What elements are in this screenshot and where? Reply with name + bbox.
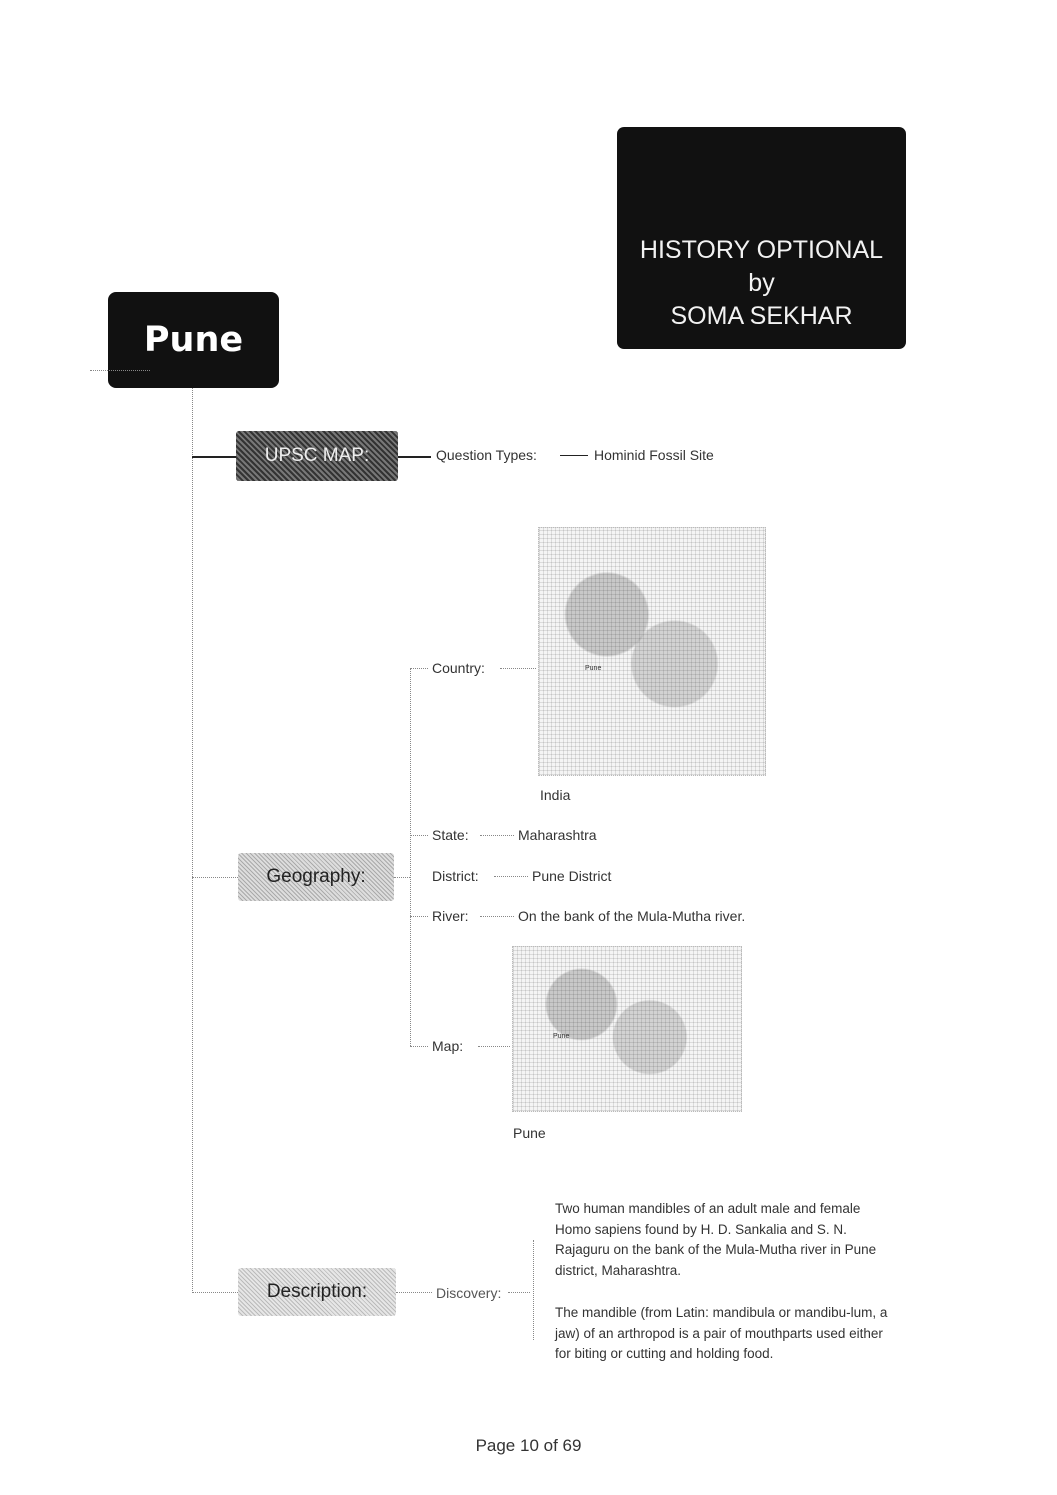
country-to-map-connector xyxy=(500,668,536,669)
map-connector xyxy=(410,1046,428,1047)
state-connector xyxy=(410,835,428,836)
discovery-paragraph-1: Two human mandibles of an adult male and female Homo sapiens found by H. D. Sankalia and S. N. Rajaguru on the bank of the Mula-Mutha river in Pune district, Maharashtra. xyxy=(555,1201,877,1278)
pune-district-map-image xyxy=(512,946,742,1112)
district-value: Pune District xyxy=(532,868,612,884)
branch-upsc-map[interactable]: UPSC MAP: xyxy=(236,431,398,481)
district-label: District: xyxy=(432,868,479,884)
branch-description[interactable]: Description: xyxy=(238,1268,396,1316)
state-label: State: xyxy=(432,827,469,843)
trunk-to-upsc-connector xyxy=(192,456,236,458)
upsc-to-question-connector xyxy=(398,456,431,458)
india-map-image xyxy=(538,527,766,776)
discovery-paragraph-2: The mandible (from Latin: mandibula or mandibu-lum, a jaw) of an arthropod is a pair of mouthparts used either for biting or cutting and holding food. xyxy=(555,1305,888,1362)
river-connector xyxy=(410,916,428,917)
geography-to-children-connector xyxy=(394,877,410,878)
title-banner xyxy=(617,127,906,349)
branch-geography[interactable]: Geography: xyxy=(238,853,394,901)
main-trunk-line xyxy=(192,388,193,1293)
discovery-to-text-connector xyxy=(508,1292,530,1293)
banner-line-3: SOMA SEKHAR xyxy=(670,302,853,330)
banner-line-2: by xyxy=(748,269,775,297)
state-value-connector xyxy=(480,835,514,836)
river-value-connector xyxy=(480,916,514,917)
question-types-connector xyxy=(560,455,588,456)
pune-map-caption: Pune xyxy=(513,1125,546,1141)
discovery-bracket xyxy=(533,1240,534,1340)
map-image-connector xyxy=(478,1046,510,1047)
description-to-discovery-connector xyxy=(396,1292,432,1293)
geography-children-spine xyxy=(410,668,411,1046)
river-value: On the bank of the Mula-Mutha river. xyxy=(518,908,746,924)
map-label: Map: xyxy=(432,1038,464,1054)
india-map-pin: Pune xyxy=(585,665,602,672)
district-value-connector xyxy=(494,876,528,877)
pune-map-pin: Pune xyxy=(553,1033,570,1040)
trunk-to-description-connector xyxy=(192,1292,238,1293)
river-label: River: xyxy=(432,908,469,924)
banner-line-1: HISTORY OPTIONAL xyxy=(639,236,884,264)
state-value: Maharashtra xyxy=(518,827,597,843)
question-types-value: Hominid Fossil Site xyxy=(594,447,714,463)
trunk-to-geography-connector xyxy=(192,877,238,878)
root-left-connector xyxy=(90,370,150,371)
discovery-label: Discovery: xyxy=(436,1285,502,1301)
page-number: Page 10 of 69 xyxy=(475,1436,582,1455)
country-connector xyxy=(410,668,428,669)
india-map-caption: India xyxy=(540,787,571,803)
root-node-pune[interactable]: Pune xyxy=(108,292,279,388)
question-types-label: Question Types: xyxy=(436,447,537,463)
country-label: Country: xyxy=(432,660,485,676)
